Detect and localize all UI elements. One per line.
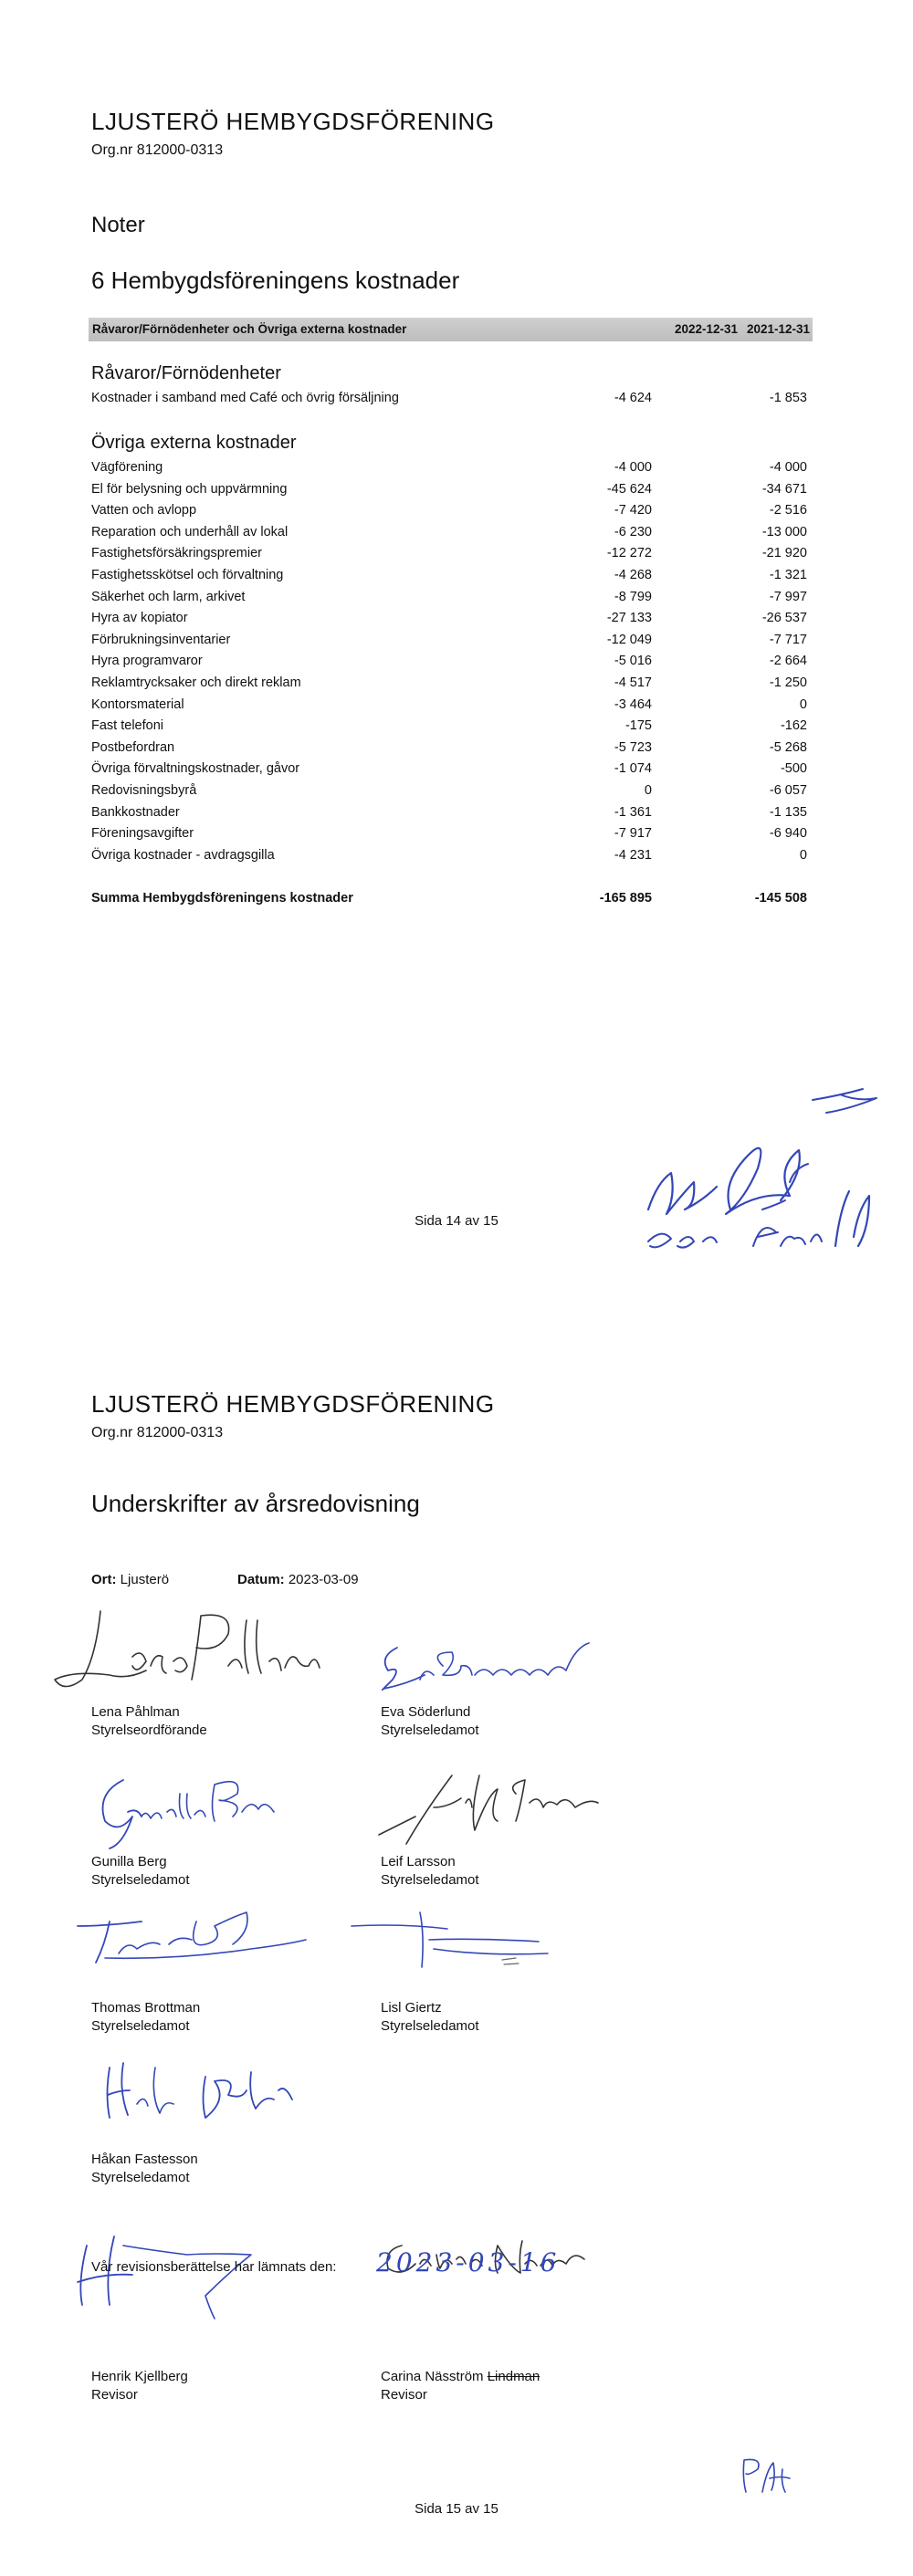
- audit-date-handwritten: 2023-03-16: [376, 2247, 561, 2278]
- audit-statement: Vår revisionsberättelse har lämnats den:: [91, 2259, 337, 2275]
- auditor-role: Revisor: [381, 2387, 427, 2403]
- row-value-2022: -12 272: [606, 546, 652, 561]
- row-value-2022: -7 420: [614, 503, 652, 518]
- row-label: Hyra programvaror: [91, 654, 203, 669]
- signer-role: Styrelseledamot: [91, 2018, 190, 2034]
- table-row: [91, 740, 813, 759]
- row-value-2022: -45 624: [606, 481, 652, 497]
- signer-block: [381, 1853, 479, 1890]
- table-row: [91, 718, 813, 737]
- table-row: [91, 654, 813, 672]
- signatures-heading: Underskrifter av årsredovisning: [91, 1490, 420, 1517]
- table-row: [91, 805, 813, 823]
- org-number: Org.nr 812000-0313: [91, 1425, 224, 1440]
- signer-role: Styrelseledamot: [381, 2018, 479, 2034]
- row-value-2021: -6 057: [769, 783, 807, 798]
- row-value-2021: -4 000: [769, 460, 807, 475]
- signer-role: Styrelseledamot: [91, 1872, 190, 1888]
- table-row: [91, 826, 813, 844]
- table-header: [89, 318, 813, 341]
- auditor-block: [91, 2368, 188, 2404]
- signer-block: [381, 1703, 479, 1740]
- row-label: Bankkostnader: [91, 804, 180, 820]
- page-footer: Sida 14 av 15: [415, 1213, 498, 1229]
- row-value-2022: -3 464: [614, 696, 652, 712]
- signature-hakan-fastesson-image: [91, 2049, 310, 2131]
- table-row: [91, 503, 813, 521]
- table-total-row: [91, 891, 813, 909]
- row-value-2021: -500: [780, 761, 807, 777]
- row-label: Reparation och underhåll av lokal: [91, 524, 289, 539]
- row-value-2022: -175: [624, 718, 652, 734]
- signer-name: Eva Söderlund: [381, 1704, 471, 1720]
- row-label: Vatten och avlopp: [91, 503, 197, 518]
- table-row: [91, 546, 813, 564]
- page-footer: Sida 15 av 15: [415, 2501, 498, 2517]
- row-label: Kostnader i samband med Café och övrig försäljning: [91, 391, 399, 405]
- signature-eva-soderlund-image: [370, 1639, 607, 1702]
- section-heading: 6 Hembygdsföreningens kostnader: [91, 267, 460, 294]
- row-value-2022: -27 133: [606, 611, 652, 626]
- row-value-2021: -2 664: [769, 654, 807, 669]
- row-value-2021: -13 000: [761, 524, 807, 539]
- auditor-name: Henrik Kjellberg: [91, 2369, 188, 2384]
- signer-block: [91, 1853, 190, 1890]
- signer-name: Gunilla Berg: [91, 1854, 167, 1869]
- row-value-2022: -5 723: [614, 739, 652, 755]
- initials-signature-image: [630, 1082, 895, 1264]
- signer-role: Styrelseledamot: [91, 2170, 190, 2185]
- row-label: Fastighetsskötsel och förvaltning: [91, 568, 284, 582]
- row-value-2021: -1 321: [769, 568, 807, 582]
- row-value-2022: -8 799: [614, 589, 652, 604]
- place-date-line: [91, 1572, 359, 1587]
- row-label: Fast telefoni: [91, 718, 163, 734]
- row-value-2022: -12 049: [606, 632, 652, 647]
- table-row: [91, 848, 813, 866]
- row-value-2022: -4 000: [614, 460, 652, 475]
- total-value-2022: -165 895: [599, 891, 652, 906]
- row-value-2022: -5 016: [614, 654, 652, 669]
- signer-block: [381, 1999, 479, 2036]
- row-label: Övriga förvaltningskostnader, gåvor: [91, 761, 300, 777]
- table-row: [91, 611, 813, 629]
- signer-block: [91, 1703, 207, 1740]
- table-header-label: Råvaror/Förnödenheter och Övriga externa kostnader: [92, 322, 407, 336]
- signer-name: Håkan Fastesson: [91, 2152, 198, 2167]
- table-row: [91, 482, 813, 500]
- total-label: Summa Hembygdsföreningens kostnader: [91, 891, 353, 906]
- group-title-other-costs: Övriga externa kostnader: [91, 433, 297, 453]
- table-row: [91, 783, 813, 801]
- row-value-2021: 0: [799, 847, 807, 863]
- row-label: Övriga kostnader - avdragsgilla: [91, 847, 275, 863]
- signer-name: Lisl Giertz: [381, 2000, 442, 2016]
- table-row: [91, 697, 813, 716]
- row-value-2022: -6 230: [614, 524, 652, 539]
- date-field: [237, 1572, 359, 1587]
- auditor-name-main: Carina Näsström: [381, 2369, 484, 2384]
- signer-name: Leif Larsson: [381, 1854, 456, 1869]
- auditor-role: Revisor: [91, 2387, 138, 2403]
- table-row: [91, 761, 813, 780]
- row-value-2022: -4 624: [614, 391, 652, 405]
- row-value-2021: -1 853: [769, 391, 807, 405]
- signer-name: Lena Påhlman: [91, 1704, 180, 1720]
- signer-block: [91, 2151, 198, 2187]
- row-value-2021: -34 671: [761, 481, 807, 497]
- row-value-2021: -1 250: [769, 675, 807, 690]
- signer-role: Styrelseordförande: [91, 1723, 207, 1738]
- place-value: Ljusterö: [120, 1572, 170, 1587]
- row-label: Förbrukningsinventarier: [91, 632, 231, 647]
- signature-lisl-giertz-image: [347, 1903, 566, 1976]
- table-row: [91, 633, 813, 651]
- row-value-2022: -7 917: [614, 826, 652, 842]
- row-value-2021: -5 268: [769, 739, 807, 755]
- row-value-2021: -1 135: [769, 804, 807, 820]
- signer-role: Styrelseledamot: [381, 1872, 479, 1888]
- row-value-2021: -7 997: [769, 589, 807, 604]
- table-row: [91, 675, 813, 694]
- row-value-2021: -162: [780, 718, 807, 734]
- row-label: El för belysning och uppvärmning: [91, 481, 288, 497]
- signature-lena-pahlman-image: [46, 1602, 338, 1702]
- row-value-2021: -6 940: [769, 826, 807, 842]
- date-label: Datum:: [237, 1572, 285, 1587]
- row-value-2021: -21 920: [761, 546, 807, 561]
- row-label: Redovisningsbyrå: [91, 783, 197, 798]
- row-label: Säkerhet och larm, arkivet: [91, 589, 246, 604]
- auditor-name: [381, 2368, 540, 2386]
- row-label: Reklamtrycksaker och direkt reklam: [91, 675, 301, 690]
- table-header-year-2022: 2022-12-31: [674, 322, 738, 336]
- table-row: [91, 460, 813, 478]
- table-row: [91, 391, 813, 409]
- row-label: Hyra av kopiator: [91, 611, 188, 626]
- signature-gunilla-berg-image: [87, 1771, 288, 1853]
- table-row: [91, 568, 813, 586]
- row-label: Kontorsmaterial: [91, 696, 184, 712]
- row-value-2022: -4 268: [614, 568, 652, 582]
- table-row: [91, 590, 813, 608]
- row-value-2022: -4 231: [614, 847, 652, 863]
- row-value-2021: -7 717: [769, 632, 807, 647]
- row-value-2022: -4 517: [614, 675, 652, 690]
- table-header-year-2021: 2021-12-31: [746, 322, 810, 336]
- row-label: Föreningsavgifter: [91, 826, 194, 842]
- signature-thomas-brottman-image: [68, 1903, 324, 1976]
- auditor-name-struck: Lindman: [487, 2369, 540, 2384]
- org-title: LJUSTERÖ HEMBYGDSFÖRENING: [91, 1390, 495, 1418]
- place-label: Ort:: [91, 1572, 117, 1587]
- row-value-2022: -1 361: [614, 804, 652, 820]
- total-value-2021: -145 508: [754, 891, 807, 906]
- notes-heading: Noter: [91, 213, 145, 237]
- group-title-raw-materials: Råvaror/Förnödenheter: [91, 363, 281, 383]
- auditor-block: [381, 2368, 540, 2404]
- signature-leif-larsson-image: [370, 1766, 607, 1853]
- row-value-2022: -1 074: [614, 761, 652, 777]
- row-label: Fastighetsförsäkringspremier: [91, 546, 262, 561]
- table-row: [91, 525, 813, 543]
- row-value-2022: 0: [644, 783, 652, 798]
- signer-name: Thomas Brottman: [91, 2000, 201, 2016]
- row-value-2021: -2 516: [769, 503, 807, 518]
- signer-role: Styrelseledamot: [381, 1723, 479, 1738]
- row-label: Postbefordran: [91, 739, 175, 755]
- row-value-2021: 0: [799, 696, 807, 712]
- row-label: Vägförening: [91, 460, 163, 475]
- signer-block: [91, 1999, 200, 2036]
- org-number: Org.nr 812000-0313: [91, 142, 224, 158]
- initials-mark-image: [735, 2456, 799, 2497]
- row-value-2021: -26 537: [761, 611, 807, 626]
- org-title: LJUSTERÖ HEMBYGDSFÖRENING: [91, 108, 495, 135]
- date-value: 2023-03-09: [288, 1572, 359, 1587]
